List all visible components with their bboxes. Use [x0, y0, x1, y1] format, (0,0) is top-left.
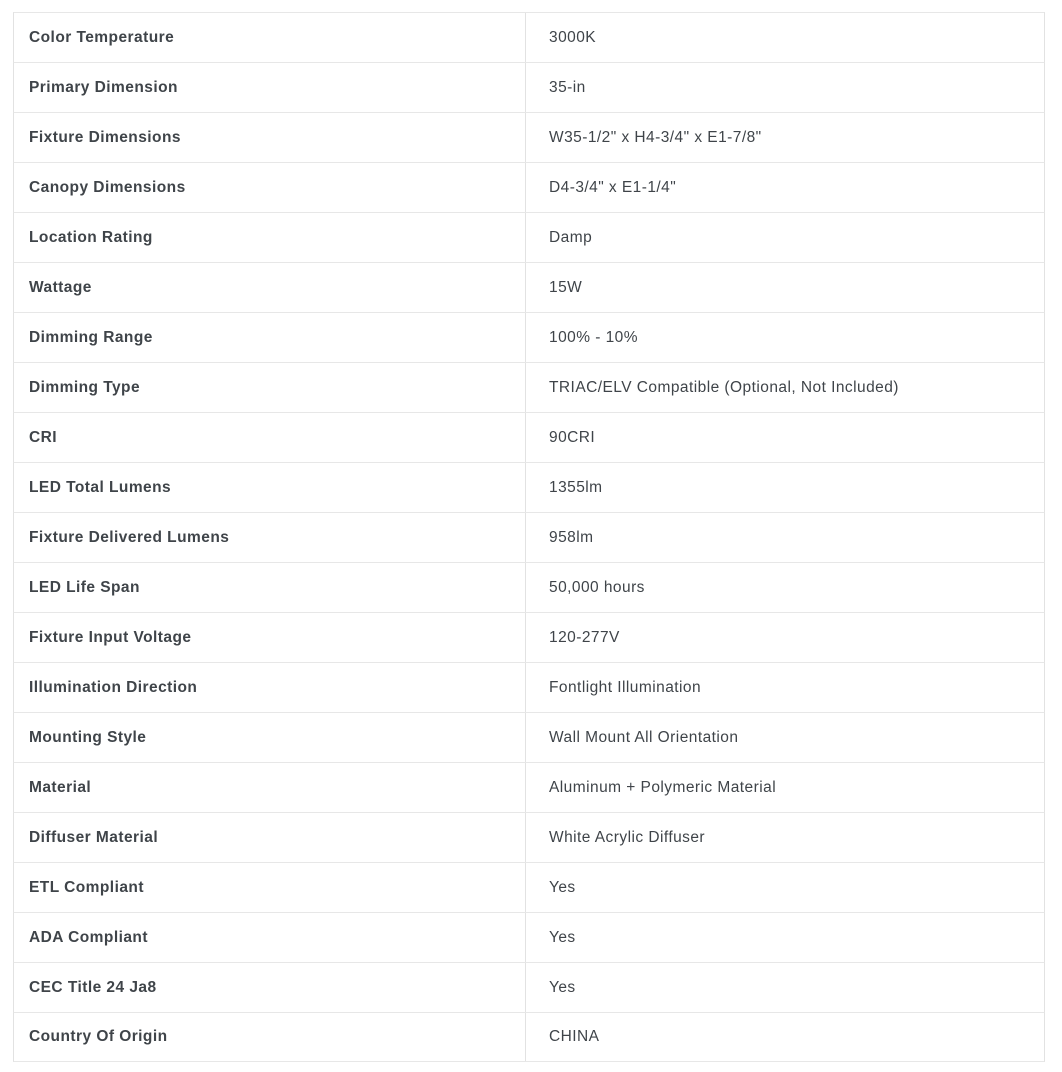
spec-value: D4-3/4" x E1-1/4": [549, 178, 677, 196]
spec-label: Illumination Direction: [14, 663, 526, 712]
spec-value: 15W: [549, 278, 583, 296]
spec-label: ETL Compliant: [14, 863, 526, 912]
spec-row: [13, 862, 1045, 912]
spec-value: Yes: [549, 878, 576, 896]
spec-row: [13, 62, 1045, 112]
spec-value: 90CRI: [549, 428, 596, 446]
spec-row: [13, 812, 1045, 862]
spec-row: [13, 312, 1045, 362]
spec-row: [13, 112, 1045, 162]
spec-value: Damp: [549, 228, 593, 246]
spec-label: CEC Title 24 Ja8: [14, 963, 526, 1012]
spec-value: W35-1/2" x H4-3/4" x E1-7/8": [549, 128, 762, 146]
spec-row: [13, 562, 1045, 612]
spec-row: [13, 162, 1045, 212]
spec-table: [13, 12, 1045, 1062]
spec-value: TRIAC/ELV Compatible (Optional, Not Included): [549, 378, 899, 396]
spec-value: Yes: [549, 978, 576, 996]
spec-row: [13, 1012, 1045, 1062]
spec-row: [13, 12, 1045, 62]
spec-row: [13, 412, 1045, 462]
spec-value: CHINA: [549, 1028, 600, 1045]
spec-row: [13, 712, 1045, 762]
spec-value: 100% - 10%: [549, 328, 638, 346]
spec-value: Wall Mount All Orientation: [549, 728, 739, 746]
spec-row: [13, 362, 1045, 412]
spec-label: LED Total Lumens: [14, 463, 526, 512]
spec-row: [13, 762, 1045, 812]
spec-label: Country Of Origin: [14, 1013, 526, 1061]
spec-row: [13, 612, 1045, 662]
spec-label: Fixture Delivered Lumens: [14, 513, 526, 562]
spec-row: [13, 962, 1045, 1012]
spec-value: White Acrylic Diffuser: [549, 828, 706, 846]
spec-label: Mounting Style: [14, 713, 526, 762]
spec-label: Dimming Type: [14, 363, 526, 412]
spec-value: 3000K: [549, 28, 597, 46]
spec-label: Wattage: [14, 263, 526, 312]
spec-label: Dimming Range: [14, 313, 526, 362]
spec-value: 1355lm: [549, 478, 603, 496]
spec-label: Location Rating: [14, 213, 526, 262]
spec-value: 958lm: [549, 528, 594, 546]
spec-row: [13, 912, 1045, 962]
spec-label: LED Life Span: [14, 563, 526, 612]
spec-value: Aluminum + Polymeric Material: [549, 778, 777, 796]
spec-row: [13, 512, 1045, 562]
spec-label: Fixture Input Voltage: [14, 613, 526, 662]
spec-row: [13, 212, 1045, 262]
spec-value: Yes: [549, 928, 576, 946]
spec-row: [13, 662, 1045, 712]
spec-label: ADA Compliant: [14, 913, 526, 962]
spec-label: Diffuser Material: [14, 813, 526, 862]
spec-row: [13, 262, 1045, 312]
spec-label: Canopy Dimensions: [14, 163, 526, 212]
spec-value: Fontlight Illumination: [549, 678, 702, 696]
spec-label: Fixture Dimensions: [14, 113, 526, 162]
spec-value: 35-in: [549, 78, 586, 96]
spec-row: [13, 462, 1045, 512]
spec-label: Material: [14, 763, 526, 812]
spec-value: 120-277V: [549, 628, 620, 646]
spec-label: Color Temperature: [14, 13, 526, 62]
spec-value: 50,000 hours: [549, 578, 645, 596]
spec-label: CRI: [14, 413, 526, 462]
spec-label: Primary Dimension: [14, 63, 526, 112]
